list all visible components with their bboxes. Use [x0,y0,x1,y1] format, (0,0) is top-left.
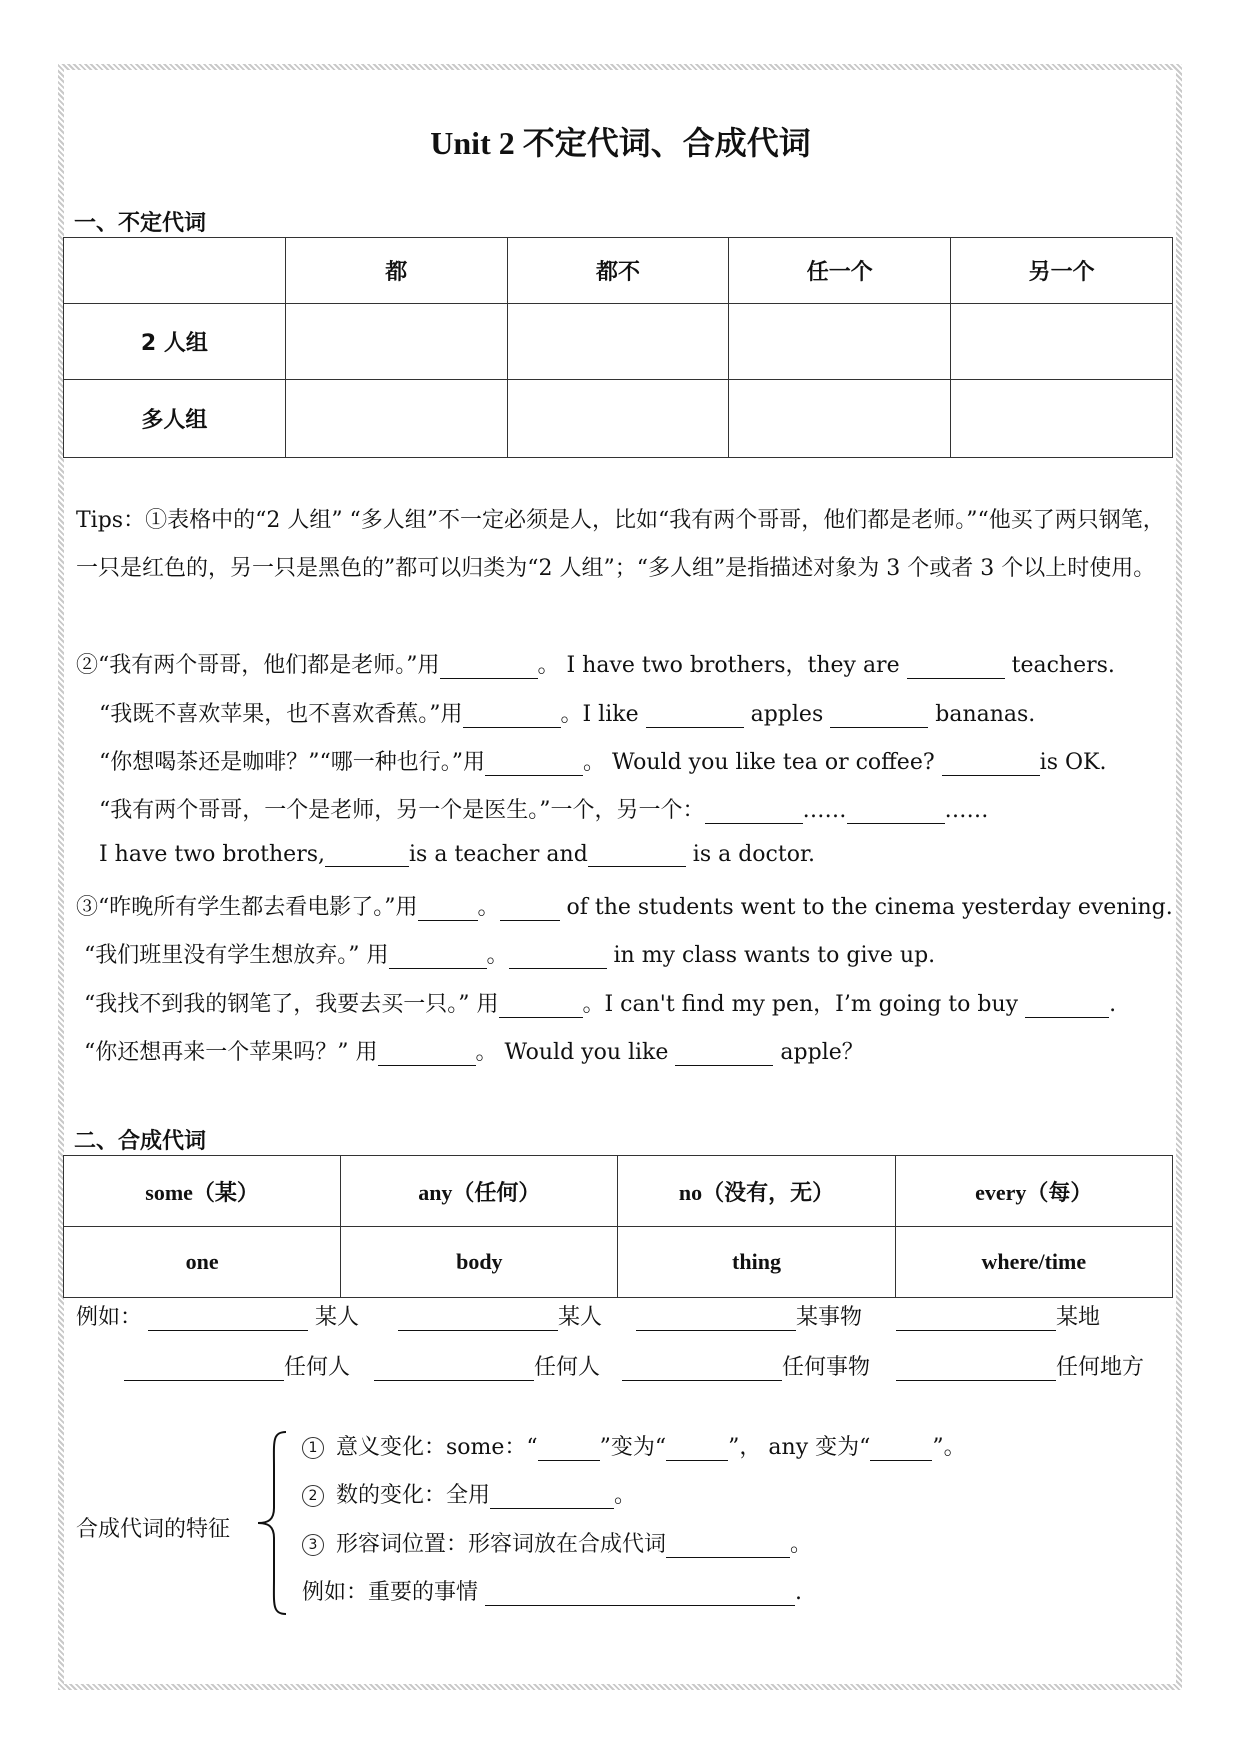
text: I have two brothers, [99,842,325,867]
text: ”， any 变为“ [728,1435,871,1460]
answer-blank[interactable] [705,800,803,824]
table-header-row [64,238,1173,304]
text: …… [802,798,847,823]
example-item [124,1350,350,1381]
curly-brace-icon [254,1428,290,1618]
text: 某地 [1056,1305,1101,1330]
page-title: Unit 2 不定代词、合成代词 [430,125,811,161]
prefix-cell: no（没有，无） [618,1156,895,1227]
table-row [64,304,1173,380]
tips-paragraph: Tips：①表格中的“2 人组” “多人组”不一定必须是人，比如“我有两个哥哥，他们都是老师。”“他买了两只钢笔，一只是红色的，另一只是黑色的”都可以归类为“2 人组”；“多人组”是指描述对象为 3 个或者 3 个以上时使用。 [76,508,1165,581]
text: in my class wants to give up. [613,943,936,968]
example-prefix: 例如： [76,1305,143,1330]
answer-blank[interactable] [148,1307,308,1331]
exercise-line-4 [99,745,1106,776]
text: 。I can't find my pen，I’m going to buy [582,992,1019,1017]
text: 。 [614,1483,637,1508]
answer-blank[interactable] [490,1485,614,1509]
example-item [148,1300,359,1331]
circled-number: 3 [302,1534,324,1556]
answer-cell[interactable] [507,304,729,380]
suffix-cell: body [341,1227,618,1298]
text: 任何地方 [1056,1355,1145,1380]
text: “我既不喜欢苹果，也不喜欢香蕉。”用 [99,702,463,727]
text: 。 I have two brothers，they are [537,653,900,678]
text: 形容词位置：形容词放在合成代词 [336,1532,667,1557]
text: of the students went to the cinema yesterday evening. [566,895,1173,920]
answer-blank[interactable] [870,1437,932,1461]
text: 。 [477,895,500,920]
answer-cell[interactable] [285,380,507,458]
section1-heading: 一、不定代词 [74,211,207,236]
exercise-line-3 [99,697,1035,728]
text: 任何人 [534,1355,601,1380]
header-cell: 都不 [507,238,729,304]
text: teachers. [1011,653,1115,678]
feature-2 [302,1478,636,1509]
exercise-line-10 [84,1035,864,1066]
answer-cell[interactable] [729,380,951,458]
answer-blank[interactable] [398,1307,558,1331]
text: 意义变化：some：“ [336,1435,538,1460]
exercise-line-9 [84,987,1116,1018]
text: ②“我有两个哥哥，他们都是老师。”用 [76,653,440,678]
feature-3 [302,1527,812,1558]
text: “我找不到我的钢笔了，我要去买一只。” 用 [84,992,499,1017]
example-item [636,1300,862,1331]
answer-blank[interactable] [124,1357,284,1381]
text: apple？ [780,1040,864,1065]
text: 任何事物 [782,1355,871,1380]
example-item [622,1350,870,1381]
suffix-cell: where/time [895,1227,1172,1298]
exercise-line-7 [76,890,1173,921]
prefix-cell: some（某） [64,1156,341,1227]
header-cell: 另一个 [951,238,1173,304]
text: is a doctor. [692,842,816,867]
feature-1 [302,1430,966,1461]
text: 任何人 [284,1355,351,1380]
answer-blank[interactable] [389,945,487,969]
table-row [64,1227,1173,1298]
text: “我们班里没有学生想放弃。” 用 [84,943,389,968]
answer-blank[interactable] [325,843,409,867]
text: bananas. [935,702,1036,727]
answer-blank[interactable] [418,897,478,921]
compound-pronoun-table [63,1155,1173,1298]
answer-blank[interactable] [830,704,928,728]
answer-cell[interactable] [507,380,729,458]
answer-blank[interactable] [847,800,945,824]
text: “你还想再来一个苹果吗？” 用 [84,1040,378,1065]
indefinite-pronoun-table [63,237,1173,458]
text: 。 Would you like [475,1040,669,1065]
text: …… [944,798,989,823]
answer-blank[interactable] [896,1357,1056,1381]
answer-cell[interactable] [729,304,951,380]
text: ”变为“ [599,1435,667,1460]
example-item [896,1300,1100,1331]
text: 数的变化：全用 [336,1483,491,1508]
exercise-line-6 [99,842,815,867]
text: . [795,1580,803,1605]
text: 例如：重要的事情 [302,1580,479,1605]
text: 某事物 [796,1305,863,1330]
features-label: 合成代词的特征 [76,1517,231,1542]
text: 某人 [558,1305,603,1330]
text: apples [750,702,824,727]
answer-blank[interactable] [896,1307,1056,1331]
header-cell: 任一个 [729,238,951,304]
text: 。 [790,1532,813,1557]
table-row [64,1156,1173,1227]
example-item [374,1350,600,1381]
suffix-cell: thing [618,1227,895,1298]
answer-blank[interactable] [500,897,560,921]
header-cell: 都 [285,238,507,304]
prefix-cell: any（任何） [341,1156,618,1227]
table-row [64,380,1173,458]
row-label: 2 人组 [64,304,286,380]
exercise-line-5 [99,793,989,824]
answer-blank[interactable] [942,752,1040,776]
text: . [1109,992,1117,1017]
answer-blank[interactable] [374,1357,534,1381]
example-item [896,1350,1144,1381]
answer-blank[interactable] [499,994,583,1018]
answer-blank[interactable] [622,1357,782,1381]
text: “我有两个哥哥，一个是老师，另一个是医生。”一个，另一个： [99,798,705,823]
answer-blank[interactable] [675,1042,773,1066]
answer-blank[interactable] [485,1582,795,1606]
text: 某人 [315,1305,360,1330]
answer-blank[interactable] [666,1437,728,1461]
text: 。 [486,943,509,968]
answer-blank[interactable] [485,752,583,776]
text: ③“昨晚所有学生都去看电影了。”用 [76,895,418,920]
exercise-line-8 [84,938,935,969]
text: 。 Would you like tea or coffee? [583,750,935,775]
answer-blank[interactable] [907,655,1005,679]
feature-example [302,1575,802,1606]
header-cell [64,238,286,304]
suffix-cell: one [64,1227,341,1298]
answer-blank[interactable] [440,655,538,679]
example-item [398,1300,602,1331]
answer-blank[interactable] [463,704,561,728]
answer-blank[interactable] [509,945,607,969]
section2-heading: 二、合成代词 [74,1129,207,1154]
exercise-line-2 [76,648,1115,679]
text: ”。 [932,1435,966,1460]
text: is OK. [1039,750,1107,775]
answer-cell[interactable] [951,304,1173,380]
answer-blank[interactable] [646,704,744,728]
answer-cell[interactable] [285,304,507,380]
circled-number: 1 [302,1437,324,1459]
text: 。I like [560,702,639,727]
circled-number: 2 [302,1485,324,1507]
answer-blank[interactable] [588,843,686,867]
text: “你想喝茶还是咖啡？”“哪一种也行。”用 [99,750,485,775]
answer-blank[interactable] [666,1534,790,1558]
answer-blank[interactable] [636,1307,796,1331]
text: is a teacher and [409,842,588,867]
answer-blank[interactable] [1025,994,1109,1018]
prefix-cell: every（每） [895,1156,1172,1227]
row-label: 多人组 [64,380,286,458]
answer-blank[interactable] [378,1042,476,1066]
answer-blank[interactable] [538,1437,600,1461]
answer-cell[interactable] [951,380,1173,458]
